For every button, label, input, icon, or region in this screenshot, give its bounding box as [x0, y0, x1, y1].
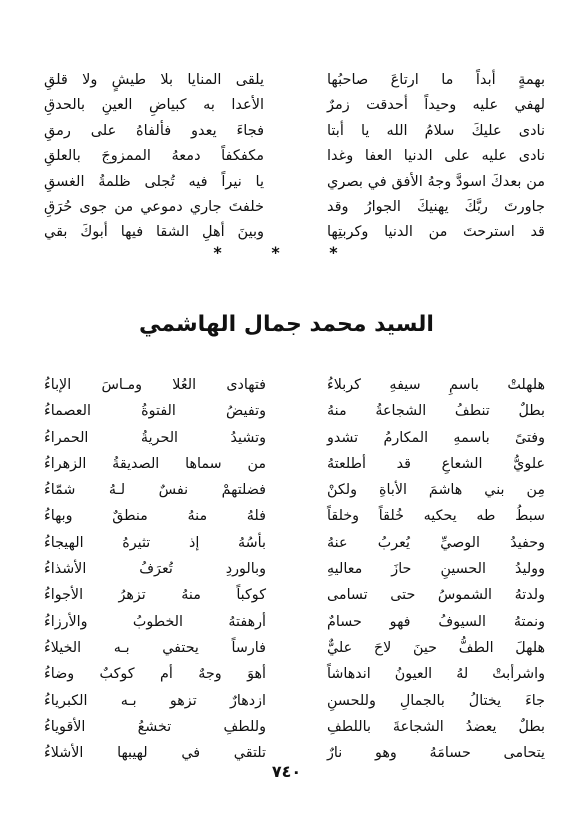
verse-line: مِن بني هاشمَ الأباةِ ولكنْ: [327, 482, 545, 499]
verse-line: وللطفِ تخشعُ الأقوياءُ: [44, 718, 266, 735]
verse-line: بهمةٍ أبداً ما ارتاعَ صاحبُها: [327, 72, 545, 88]
verse-line: هلهلتْ باسمِ سيفهِ كربلاءُ: [327, 377, 545, 393]
verse-line: قد استرحتَ من الدنيا وكربتِها: [327, 224, 545, 241]
section-separator: * * *: [213, 243, 360, 262]
verse-line: تلتقي في لهيبها الأشلاءُ: [44, 745, 266, 762]
verse-line: يلقى المنايا بلا طيشٍ ولا قلقِ: [44, 72, 264, 88]
verse-line: بطلٌ تنطفُ الشجاعةُ منهُ: [327, 403, 545, 420]
verse-line: من بعدكَ اسودَّ وجهُ الأفق في بصري: [327, 173, 545, 190]
verse-line: جاءَ يختالُ بالجمالِ وللحسنِ: [327, 692, 545, 709]
verse-line: وبالوردِ تُعرَفُ الأشذاءُ: [44, 561, 266, 578]
verse-line: لهفي عليه وحيداً أحدقت زمرٌ: [327, 97, 545, 114]
verse-line: ازدهارٌ تزهو بـه الكبرياءُ: [44, 692, 266, 709]
verse-line: وفتىً باسمهِ المكارمُ تشدو: [327, 429, 545, 446]
verse-line: فتهادى العُلا ومـاسَ الإباءُ: [44, 377, 266, 393]
verse-line: وتفيضُ الفتوةُ العصماءُ: [44, 403, 266, 420]
verse-line: فارساً يحتفي بـه الخيلاءُ: [44, 639, 266, 656]
verse-line: مكفكفاً دمعهُ الممزوجَ بالعلقِ: [44, 148, 264, 165]
verse-line: أهوَ وجهٌ أم كوكبٌ وضاءُ: [44, 666, 266, 683]
poem-main-second-hemistichs: [44, 372, 266, 766]
verse-line: ووليدُ الحسينِ حازَ معاليهِ: [327, 561, 545, 578]
verse-line: يتحامى حسامَهُ وهو نارٌ: [327, 745, 545, 762]
verse-line: جاورتَ ربَّكَ يهنيكَ الجوارُ وقد: [327, 199, 545, 216]
verse-line: ولدتهُ الشموسُ حتى تسامى: [327, 587, 545, 604]
verse-line: بطلٌ يعضدُ الشجاعةَ باللطفِ: [327, 718, 545, 735]
poem-top: [0, 68, 573, 246]
verse-line: ونمتهُ السيوفُ فهو حسامٌ: [327, 613, 545, 630]
poem-top-second-hemistichs: [44, 68, 264, 246]
verse-line: وحفيدُ الوصيِّ يُعربُ عنهُ: [327, 534, 545, 551]
verse-line: أرهفتهُ الخطوبُ والأرزاءُ: [44, 613, 266, 630]
poem-main-first-hemistichs: [327, 372, 545, 766]
verse-line: نادى عليكَ سلامُ الله يا أبتا: [327, 122, 545, 139]
verse-line: واشرأبتْ لهُ العيونُ اندهاشاً: [327, 666, 545, 683]
verse-line: بأسُهُ إذ تثيرهُ الهيجاءُ: [44, 534, 266, 551]
verse-line: علويُّ الشعاعِ قد أطلعتهُ: [327, 455, 545, 472]
verse-line: سبطُ طه يحكيه خُلقاً وخلقاً: [327, 508, 545, 525]
verse-line: كوكباً منهُ تزهرُ الأجواءُ: [44, 587, 266, 604]
poem-top-first-hemistichs: [327, 68, 545, 246]
verse-line: وتشيدُ الحريةُ الحمراءُ: [44, 429, 266, 446]
page-number: ٧٤٠: [271, 762, 302, 781]
verse-line: يا نيراً فيه تُجلى ظلمةُ الغسقِ: [44, 173, 264, 190]
verse-line: من سماها الصديقةُ الزهراءُ: [44, 455, 266, 472]
verse-line: فلهُ منهُ منطقٌ وبهاءُ: [44, 508, 266, 525]
verse-line: نادى عليه على الدنيا العفا وغدا: [327, 148, 545, 165]
verse-line: هلهلَ الطفُّ حينَ لاحَ عليٌّ: [327, 639, 545, 656]
verse-line: وبينَ أهلِ الشقا فيها أبوكَ بقي: [44, 224, 264, 241]
verse-line: خلفتَ جاري دموعي من جوى حُرَقِ: [44, 199, 264, 216]
verse-line: الأعدا به كبياضِ العينِ بالحدقِ: [44, 97, 264, 114]
poet-title: السيد محمد جمال الهاشمي: [139, 312, 434, 337]
poem-main: [0, 372, 573, 766]
verse-line: فجاءَ يعدو فألفاهُ على رمقِ: [44, 122, 264, 139]
verse-line: فضلتهمْ نفسٌ لـهُ شمّاءُ: [44, 482, 266, 499]
